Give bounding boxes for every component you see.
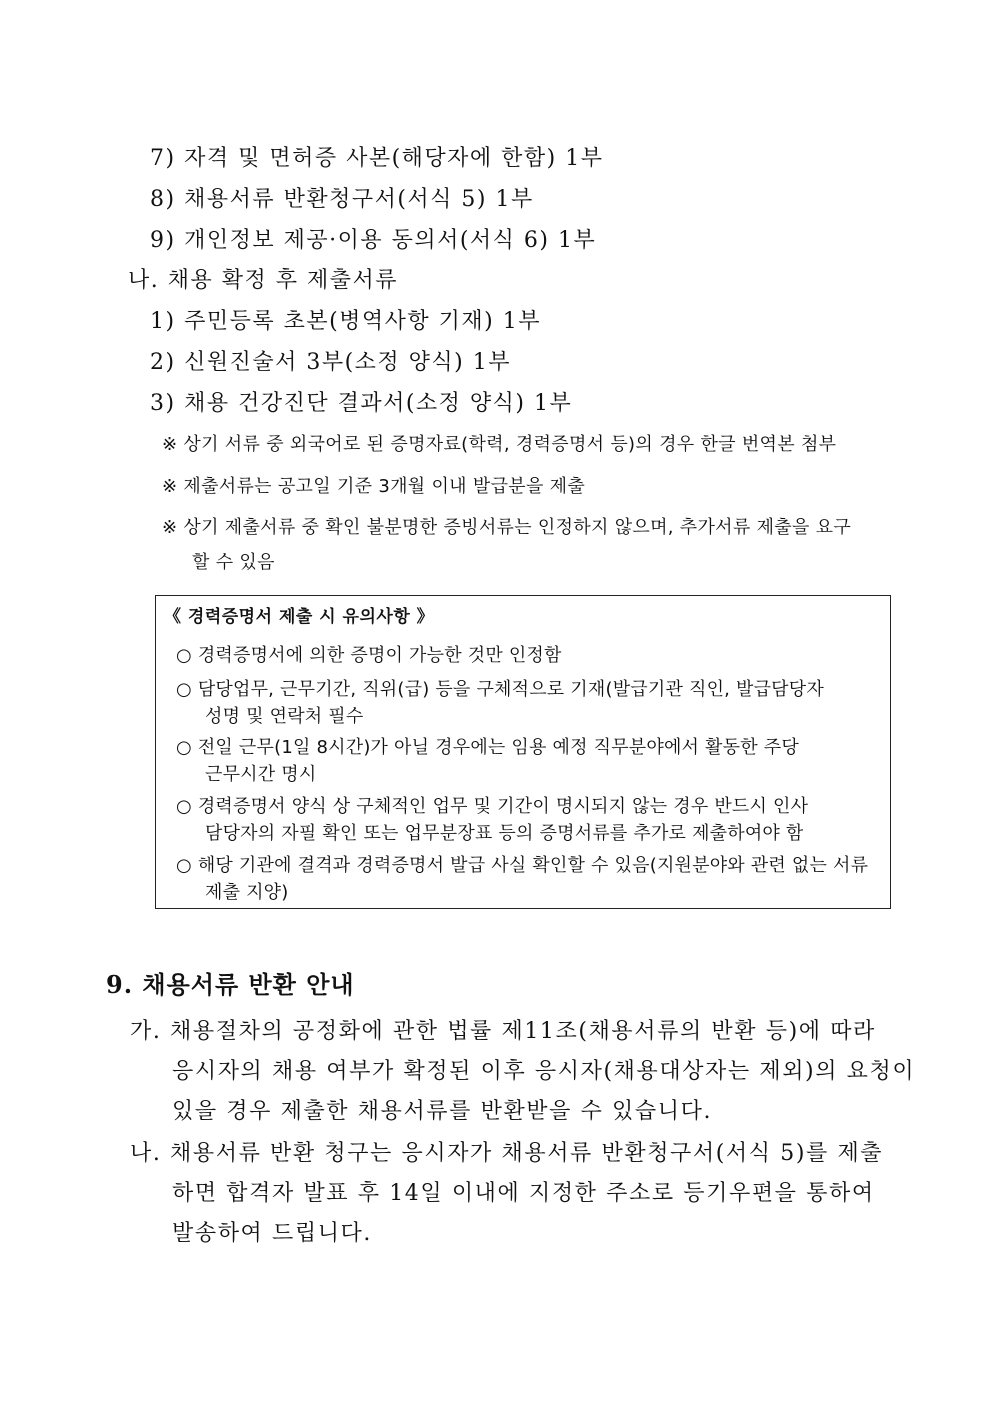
notice-item-continued: 근무시간 명시 <box>205 764 317 785</box>
list-item: 1) 주민등록 초본(병역사항 기재) 1부 <box>150 309 541 334</box>
notice-item: ○ 담당업무, 근무기간, 직위(급) 등을 구체적으로 기재(발급기관 직인, 발급담당자 <box>176 679 824 700</box>
list-item: 3) 채용 건강진단 결과서(소정 양식) 1부 <box>150 391 573 416</box>
notice-item-continued: 성명 및 연락처 필수 <box>205 706 364 727</box>
paragraph-line: 하면 합격자 발표 후 14일 이내에 지정한 주소로 등기우편을 통하여 <box>172 1181 875 1206</box>
paragraph-line: 있을 경우 제출한 채용서류를 반환받을 수 있습니다. <box>172 1099 713 1124</box>
section-heading: 9. 채용서류 반환 안내 <box>106 970 355 999</box>
notice-box-title: 《 경력증명서 제출 시 유의사항 》 <box>164 607 435 627</box>
note-item: ※ 제출서류는 공고일 기준 3개월 이내 발급분을 제출 <box>162 476 586 497</box>
notice-item: ○ 전일 근무(1일 8시간)가 아닐 경우에는 임용 예정 직무분야에서 활동한 주당 <box>176 737 799 758</box>
subsection-title: 나. 채용 확정 후 제출서류 <box>128 268 398 293</box>
paragraph-line: 발송하여 드립니다. <box>172 1221 373 1246</box>
notice-item-continued: 담당자의 자필 확인 또는 업무분장표 등의 증명서류를 추가로 제출하여야 함 <box>205 823 804 844</box>
paragraph-line: 가. 채용절차의 공정화에 관한 법률 제11조(채용서류의 반환 등)에 따라 <box>130 1019 876 1044</box>
notice-item-continued: 제출 지양) <box>205 882 289 903</box>
notice-item: ○ 경력증명서에 의한 증명이 가능한 것만 인정함 <box>176 645 562 666</box>
paragraph-line: 나. 채용서류 반환 청구는 응시자가 채용서류 반환청구서(서식 5)를 제출 <box>130 1141 884 1166</box>
notice-item: ○ 경력증명서 양식 상 구체적인 업무 및 기간이 명시되지 않는 경우 반드시 인사 <box>176 796 809 817</box>
list-item: 2) 신원진술서 3부(소정 양식) 1부 <box>150 350 511 375</box>
note-item: ※ 상기 제출서류 중 확인 불분명한 증빙서류는 인정하지 않으며, 추가서류 제출을 요구 <box>162 517 852 538</box>
note-item-continued: 할 수 있음 <box>192 552 275 573</box>
list-item: 9) 개인정보 제공·이용 동의서(서식 6) 1부 <box>150 228 597 253</box>
notice-item: ○ 해당 기관에 결격과 경력증명서 발급 사실 확인할 수 있음(지원분야와 관련 없는 서류 <box>176 855 869 876</box>
list-item: 7) 자격 및 면허증 사본(해당자에 한함) 1부 <box>150 146 604 171</box>
list-item: 8) 채용서류 반환청구서(서식 5) 1부 <box>150 187 534 212</box>
career-certificate-notice-box <box>155 595 891 909</box>
paragraph-line: 응시자의 채용 여부가 확정된 이후 응시자(채용대상자는 제외)의 요청이 <box>172 1059 916 1084</box>
note-item: ※ 상기 서류 중 외국어로 된 증명자료(학력, 경력증명서 등)의 경우 한글 번역본 첨부 <box>162 434 837 455</box>
